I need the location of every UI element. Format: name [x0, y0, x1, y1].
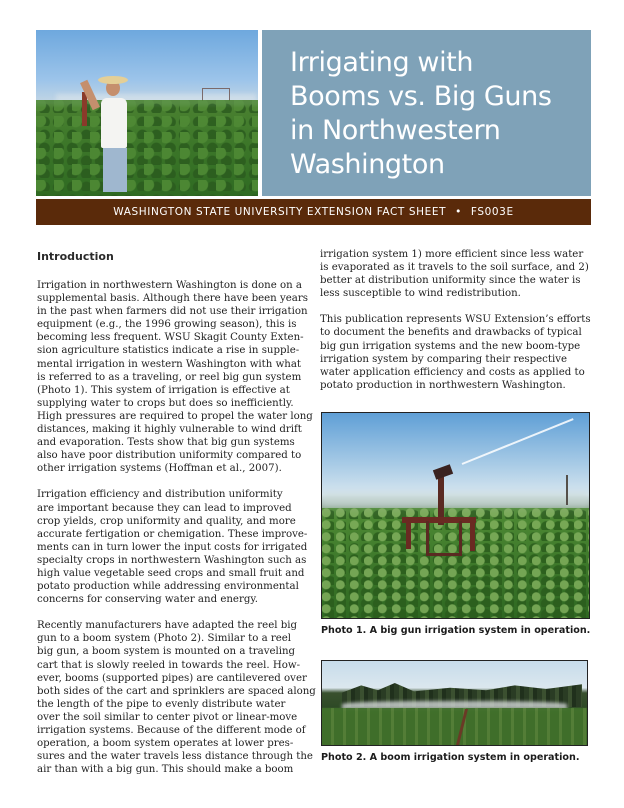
- text-line: crop yields, crop uniformity and quality, and more: [37, 515, 296, 527]
- banner-text: WASHINGTON STATE UNIVERSITY EXTENSION FACT SHEET: [113, 206, 447, 218]
- text-line: both sides of the cart and sprinklers are spaced along: [37, 685, 316, 697]
- text-line: (Photo 1). This system of irrigation is effective at: [37, 384, 290, 396]
- crop-rows: [322, 708, 587, 745]
- straw-hat: [98, 76, 128, 84]
- text-line: over the soil similar to center pivot or linear-move: [37, 711, 298, 723]
- text-line: big gun irrigation systems and the new boom-type: [320, 340, 581, 352]
- paragraph: [37, 619, 316, 776]
- person-legs: [103, 148, 127, 192]
- text-line: ever, booms (supported pipes) are cantilevered over: [37, 672, 307, 684]
- text-line: cart that is slowly reeled in towards the reel. How-: [37, 659, 301, 671]
- text-line: gun to a boom system (Photo 2). Similar to a reel: [37, 633, 292, 645]
- text-line: the length of the pipe to evenly distribute water: [37, 698, 286, 710]
- paragraph: [37, 279, 313, 475]
- document-title: [290, 46, 551, 182]
- photo-1-caption: Photo 1. A big gun irrigation system in operation.: [321, 625, 591, 636]
- text-line: less susceptible to wind redistribution.: [320, 288, 521, 300]
- left-column: [37, 250, 316, 789]
- text-line: supplying water to crops but does so inefficiently.: [37, 397, 294, 409]
- title-box: [262, 30, 591, 196]
- text-line: accurate fertigation or chemigation. These improve-: [37, 528, 308, 540]
- title-line: in Northwestern: [290, 115, 501, 146]
- text-line: are important because they can lead to improved: [37, 502, 292, 514]
- text-line: high value vegetable seed crops and small fruit and: [37, 567, 305, 579]
- text-line: Recently manufacturers have adapted the reel big: [37, 620, 298, 632]
- text-line: big gun, a boom system is mounted on a traveling: [37, 646, 296, 658]
- text-line: irrigation system by comparing their respective: [320, 353, 567, 365]
- paragraph: [37, 488, 307, 606]
- person-body: [101, 98, 127, 148]
- potato-foliage: [36, 100, 258, 196]
- fact-sheet-code: FS003E: [470, 206, 514, 218]
- text-line: in the past when farmers did not use their irrigation: [37, 306, 308, 318]
- text-line: better at distribution uniformity since the water is: [320, 275, 581, 287]
- text-line: irrigation systems. Because of the different mode of: [37, 725, 306, 736]
- cart-leg: [406, 521, 411, 549]
- text-line: irrigation system 1) more efficient since less water: [320, 249, 584, 260]
- bullet-separator: •: [455, 206, 462, 218]
- text-line: Irrigation in northwestern Washington is done on a: [37, 280, 302, 291]
- text-line: is evaporated as it travels to the soil surface, and 2): [320, 262, 589, 274]
- text-line: High pressures are required to propel the water long: [37, 410, 313, 422]
- section-heading-introduction: Introduction: [37, 250, 114, 263]
- text-line: This publication represents WSU Extension’s efforts: [320, 314, 591, 326]
- title-line: Booms vs. Big Guns: [290, 81, 552, 112]
- utility-pole: [566, 475, 568, 505]
- text-line: water application efficiency and costs as applied to: [320, 366, 585, 378]
- text-line: air than with a big gun. This should make a boom: [37, 764, 294, 776]
- photo-1-big-gun: [321, 412, 590, 619]
- spray-haze: [322, 493, 589, 507]
- text-line: equipment (e.g., the 1996 growing season), this is: [37, 319, 297, 331]
- right-column: [320, 248, 592, 405]
- paragraph: [320, 248, 592, 300]
- text-line: potato production in northwestern Washington.: [320, 379, 566, 391]
- text-line: operation, a boom system operates at lower pres-: [37, 738, 294, 750]
- text-line: potato production while addressing environmental: [37, 581, 299, 593]
- text-line: Irrigation efficiency and distribution uniformity: [37, 489, 283, 501]
- text-line: supplemental basis. Although there have been years: [37, 293, 308, 305]
- water-jet: [462, 418, 574, 465]
- title-line: Washington: [290, 149, 445, 180]
- photo-2-caption: Photo 2. A boom irrigation system in operation.: [321, 752, 580, 763]
- title-line: Irrigating with: [290, 47, 474, 78]
- series-banner: [36, 199, 591, 225]
- text-line: mental irrigation in western Washington with what: [37, 358, 302, 370]
- photo-2-boom: [321, 660, 588, 746]
- text-line: sures and the water travels less distance through the: [37, 751, 313, 763]
- text-line: also have poor distribution uniformity compared to: [37, 450, 302, 462]
- cart-leg: [470, 521, 475, 551]
- text-line: other irrigation systems (Hoffman et al., 2007).: [37, 463, 282, 475]
- cart-wheel-frame: [426, 521, 462, 556]
- text-line: ments can in turn lower the input costs for irrigated: [37, 541, 308, 553]
- text-line: concerns for conserving water and energy.: [37, 594, 258, 606]
- hero-photo: [36, 30, 258, 196]
- paragraph: [320, 313, 592, 392]
- text-line: becoming less frequent. WSU Skagit County Exten-: [37, 332, 304, 344]
- text-line: and evaporation. Tests show that big gun systems: [37, 437, 295, 449]
- text-line: distances, making it highly vulnerable to wind drift: [37, 424, 302, 436]
- text-line: is referred to as a traveling, or reel big gun system: [37, 371, 302, 383]
- text-line: to document the benefits and drawbacks of typical: [320, 327, 582, 339]
- text-line: specialty crops in northwestern Washington such as: [37, 554, 307, 566]
- text-line: sion agriculture statistics indicate a rise in supple-: [37, 345, 300, 357]
